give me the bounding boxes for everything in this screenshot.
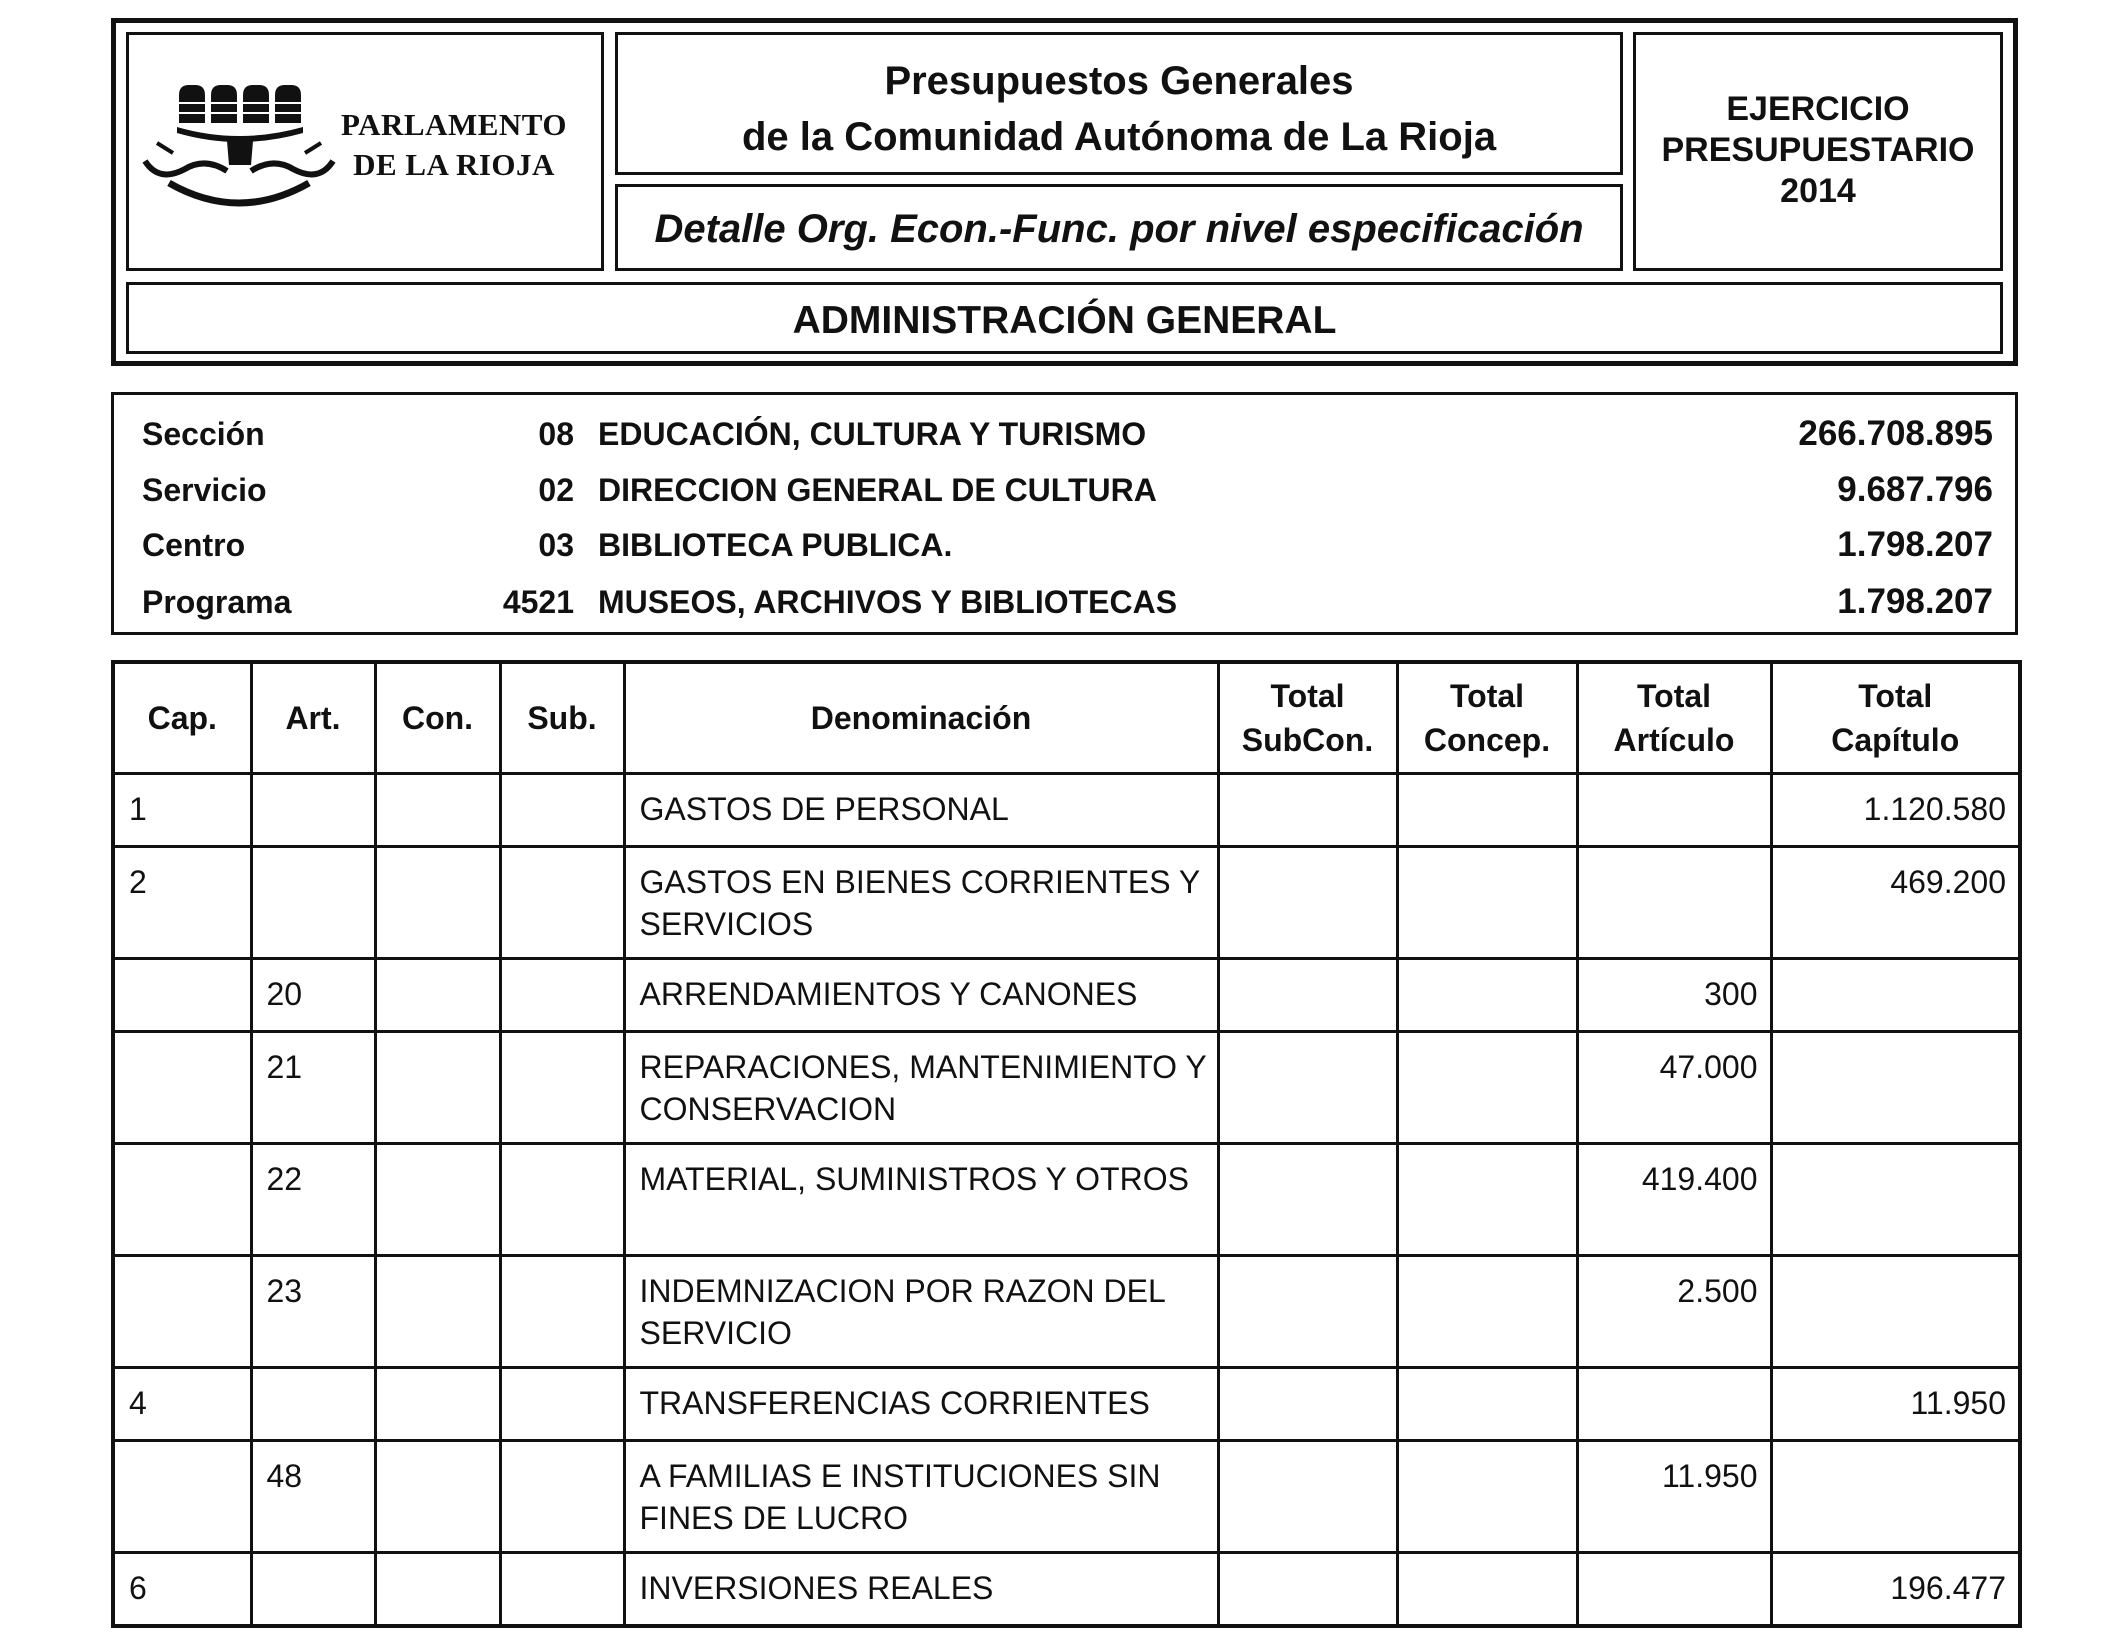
cell-con: [375, 1441, 500, 1553]
page-title: [618, 53, 1620, 165]
cell-total-subcon: [1218, 1144, 1397, 1256]
cell-total-capitulo: [1771, 1441, 2020, 1553]
cell-denominacion: INDEMNIZACION POR RAZON DEL SERVICIO: [624, 1256, 1218, 1368]
column-header-total-articulo: Total Artículo: [1577, 662, 1771, 774]
cell-art: [251, 847, 375, 959]
cell-total-subcon: [1218, 1441, 1397, 1553]
fiscal-year-label: [1636, 89, 2000, 212]
cell-denominacion: INVERSIONES REALES: [624, 1553, 1218, 1627]
cell-total-concep: [1397, 774, 1577, 847]
cell-con: [375, 847, 500, 959]
cell-cap: 6: [113, 1553, 251, 1627]
cell-total-capitulo: 11.950: [1771, 1368, 2020, 1441]
cell-total-articulo: [1577, 1553, 1771, 1627]
section-title: ADMINISTRACIÓN GENERAL: [792, 299, 1337, 342]
cell-total-articulo: 300: [1577, 959, 1771, 1032]
cell-art: [251, 1368, 375, 1441]
org-row-servicio: [114, 465, 2015, 515]
cell-art: 21: [251, 1032, 375, 1144]
cell-total-subcon: [1218, 847, 1397, 959]
table-row: [113, 959, 2020, 1032]
cell-total-capitulo: [1771, 1144, 2020, 1256]
cell-art: 22: [251, 1144, 375, 1256]
report-subtitle: Detalle Org. Econ.-Func. por nivel especificación: [654, 207, 1584, 251]
cell-total-capitulo: [1771, 959, 2020, 1032]
cell-sub: [500, 1553, 624, 1627]
cell-cap: [113, 1441, 251, 1553]
org-name: DIRECCION GENERAL DE CULTURA: [598, 472, 1157, 508]
cell-total-subcon: [1218, 959, 1397, 1032]
cell-sub: [500, 847, 624, 959]
cell-sub: [500, 959, 624, 1032]
org-code: 03: [538, 527, 574, 563]
cell-total-articulo: [1577, 1368, 1771, 1441]
cell-art: 48: [251, 1441, 375, 1553]
table-row: [113, 1032, 2020, 1144]
cell-con: [375, 1032, 500, 1144]
org-code: 4521: [502, 584, 574, 620]
fiscal-year-panel: [1633, 32, 2003, 271]
title-line: Presupuestos Generales: [884, 59, 1354, 103]
cell-total-subcon: [1218, 1368, 1397, 1441]
cell-con: [375, 1256, 500, 1368]
budget-table: [111, 660, 2022, 1628]
cell-total-concep: [1397, 1032, 1577, 1144]
column-header-total-capitulo: Total Capítulo: [1771, 662, 2020, 774]
table-row: [113, 1441, 2020, 1553]
cell-con: [375, 1553, 500, 1627]
cell-total-concep: [1397, 1441, 1577, 1553]
cell-denominacion: GASTOS DE PERSONAL: [624, 774, 1218, 847]
section-title-panel: [126, 282, 2003, 354]
cell-sub: [500, 1032, 624, 1144]
org-row-seccion: [114, 409, 2015, 459]
column-header-art: Art.: [251, 662, 375, 774]
cell-denominacion: TRANSFERENCIAS CORRIENTES: [624, 1368, 1218, 1441]
cell-art: 23: [251, 1256, 375, 1368]
org-label: Centro: [142, 527, 246, 563]
org-label: Servicio: [142, 472, 267, 508]
detail-panel: [615, 184, 1623, 271]
cell-art: 20: [251, 959, 375, 1032]
table-row: [113, 847, 2020, 959]
cell-total-articulo: [1577, 774, 1771, 847]
table-row: [113, 1553, 2020, 1627]
column-header-con: Con.: [375, 662, 500, 774]
org-amount: 1.798.207: [1837, 525, 1993, 564]
org-name: BIBLIOTECA PUBLICA.: [598, 527, 953, 563]
table-row: [113, 1144, 2020, 1256]
org-row-centro: [114, 520, 2015, 570]
cell-total-concep: [1397, 1368, 1577, 1441]
cell-total-articulo: [1577, 847, 1771, 959]
cell-cap: 2: [113, 847, 251, 959]
org-code: 08: [538, 416, 574, 452]
org-code: 02: [538, 472, 574, 508]
cell-total-concep: [1397, 1144, 1577, 1256]
cell-sub: [500, 774, 624, 847]
cell-total-articulo: 11.950: [1577, 1441, 1771, 1553]
cell-denominacion: MATERIAL, SUMINISTROS Y OTROS: [624, 1144, 1218, 1256]
cell-total-subcon: [1218, 1553, 1397, 1627]
org-label: Programa: [142, 584, 292, 620]
column-header-cap: Cap.: [113, 662, 251, 774]
fiscal-year-line: EJERCICIO: [1726, 90, 1910, 128]
cell-art: [251, 1553, 375, 1627]
cell-con: [375, 1144, 500, 1256]
logo-text-line: DE LA RIOJA: [353, 147, 555, 182]
org-amount: 1.798.207: [1837, 582, 1993, 621]
parliament-logo-icon: [139, 83, 339, 223]
cell-cap: [113, 1144, 251, 1256]
table-row: [113, 1368, 2020, 1441]
column-header-total-concep: Total Concep.: [1397, 662, 1577, 774]
cell-total-concep: [1397, 847, 1577, 959]
org-amount: 9.687.796: [1837, 470, 1993, 509]
cell-sub: [500, 1144, 624, 1256]
cell-sub: [500, 1256, 624, 1368]
org-name: EDUCACIÓN, CULTURA Y TURISMO: [598, 416, 1147, 452]
cell-denominacion: ARRENDAMIENTOS Y CANONES: [624, 959, 1218, 1032]
cell-con: [375, 959, 500, 1032]
cell-total-subcon: [1218, 774, 1397, 847]
org-name: MUSEOS, ARCHIVOS Y BIBLIOTECAS: [598, 584, 1178, 620]
cell-total-capitulo: [1771, 1256, 2020, 1368]
cell-total-capitulo: 469.200: [1771, 847, 2020, 959]
cell-denominacion: REPARACIONES, MANTENIMIENTO Y CONSERVACION: [624, 1032, 1218, 1144]
cell-art: [251, 774, 375, 847]
cell-total-articulo: 47.000: [1577, 1032, 1771, 1144]
table-header-row: [113, 662, 2020, 774]
cell-sub: [500, 1441, 624, 1553]
cell-total-capitulo: 1.120.580: [1771, 774, 2020, 847]
logo-text: [339, 105, 569, 185]
cell-cap: [113, 959, 251, 1032]
cell-total-subcon: [1218, 1032, 1397, 1144]
cell-cap: [113, 1256, 251, 1368]
logo-text-line: PARLAMENTO: [340, 107, 568, 142]
fiscal-year-line: 2014: [1780, 172, 1856, 210]
cell-total-articulo: 419.400: [1577, 1144, 1771, 1256]
cell-cap: 1: [113, 774, 251, 847]
cell-denominacion: A FAMILIAS E INSTITUCIONES SIN FINES DE LUCRO: [624, 1441, 1218, 1553]
cell-cap: [113, 1032, 251, 1144]
table-row: [113, 774, 2020, 847]
column-header-sub: Sub.: [500, 662, 624, 774]
organization-summary: [111, 392, 2018, 635]
cell-total-articulo: 2.500: [1577, 1256, 1771, 1368]
cell-cap: 4: [113, 1368, 251, 1441]
column-header-denominacion: Denominación: [624, 662, 1218, 774]
cell-total-capitulo: [1771, 1032, 2020, 1144]
cell-con: [375, 774, 500, 847]
cell-total-capitulo: 196.477: [1771, 1553, 2020, 1627]
org-label: Sección: [142, 416, 265, 452]
column-header-total-subcon: Total SubCon.: [1218, 662, 1397, 774]
table-row: [113, 1256, 2020, 1368]
cell-sub: [500, 1368, 624, 1441]
cell-total-subcon: [1218, 1256, 1397, 1368]
title-line: de la Comunidad Autónoma de La Rioja: [741, 115, 1497, 159]
title-panel: [615, 32, 1623, 175]
org-amount: 266.708.895: [1798, 414, 1993, 453]
cell-total-concep: [1397, 1553, 1577, 1627]
cell-con: [375, 1368, 500, 1441]
fiscal-year-line: PRESUPUESTARIO: [1661, 131, 1975, 169]
logo-panel: [126, 32, 604, 271]
cell-denominacion: GASTOS EN BIENES CORRIENTES Y SERVICIOS: [624, 847, 1218, 959]
org-row-programa: [114, 577, 2015, 627]
cell-total-concep: [1397, 1256, 1577, 1368]
cell-total-concep: [1397, 959, 1577, 1032]
